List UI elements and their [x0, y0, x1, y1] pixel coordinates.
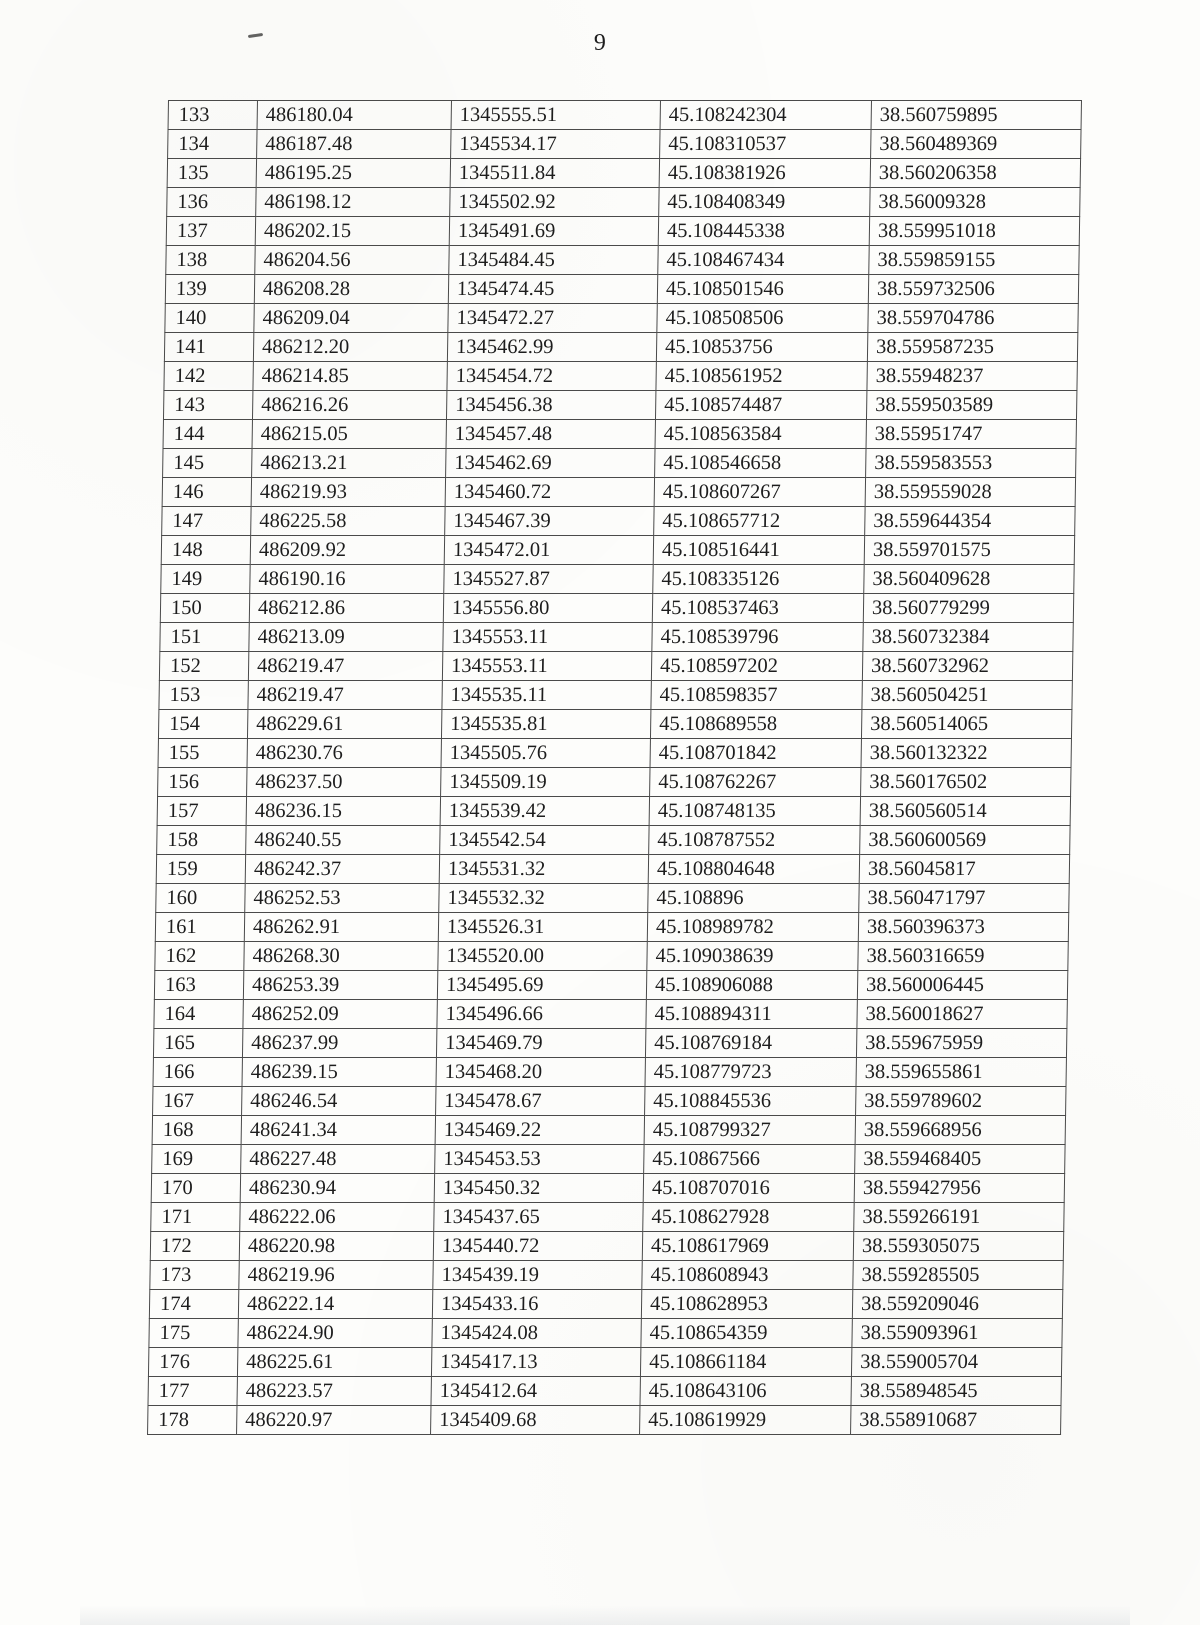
table-cell: 135	[167, 159, 256, 188]
table-cell: 486215.05	[252, 420, 446, 449]
table-cell: 154	[158, 710, 247, 739]
table-cell: 158	[157, 826, 246, 855]
table-cell: 45.108707016	[643, 1174, 854, 1203]
table-cell: 145	[163, 449, 252, 478]
table-row	[167, 159, 1080, 188]
coordinate-table	[147, 100, 1082, 1435]
table-row	[166, 217, 1079, 246]
table-cell: 167	[153, 1087, 242, 1116]
table-cell: 38.558910687	[851, 1406, 1061, 1435]
table-cell: 486212.20	[253, 333, 447, 362]
table-cell: 45.108335126	[653, 565, 864, 594]
table-cell: 486222.06	[240, 1203, 434, 1232]
table-cell: 45.108445338	[658, 217, 869, 246]
table-cell: 1345460.72	[445, 478, 654, 507]
table-cell: 486230.94	[240, 1174, 434, 1203]
table-cell: 486253.39	[243, 971, 437, 1000]
table-cell: 45.108563584	[655, 420, 866, 449]
table-cell: 486187.48	[257, 130, 451, 159]
table-cell: 486219.47	[248, 652, 442, 681]
table-cell: 162	[155, 942, 244, 971]
table-row	[155, 913, 1068, 942]
table-cell: 1345556.80	[443, 594, 652, 623]
table-cell: 45.108539796	[652, 623, 863, 652]
table-cell: 486237.50	[247, 768, 441, 797]
table-cell: 486252.53	[245, 884, 439, 913]
table-cell: 486230.76	[247, 739, 441, 768]
table-cell: 1345495.69	[437, 971, 646, 1000]
table-cell: 486237.99	[242, 1029, 436, 1058]
table-cell: 38.559559028	[865, 478, 1075, 507]
table-cell: 45.108537463	[652, 594, 863, 623]
table-cell: 38.559701575	[864, 536, 1074, 565]
table-cell: 486213.21	[252, 449, 446, 478]
table-cell: 1345526.31	[438, 913, 647, 942]
table-cell: 45.108408349	[659, 188, 870, 217]
table-cell: 134	[168, 130, 257, 159]
table-cell: 38.559704786	[868, 304, 1078, 333]
table-cell: 38.560504251	[862, 681, 1072, 710]
table-cell: 172	[150, 1232, 239, 1261]
table-row	[160, 594, 1073, 623]
table-cell: 486214.85	[253, 362, 447, 391]
table-cell: 38.559503589	[866, 391, 1076, 420]
table-row	[159, 652, 1072, 681]
table-cell: 38.559859155	[869, 246, 1079, 275]
table-cell: 38.560396373	[858, 913, 1068, 942]
table-cell: 38.559644354	[865, 507, 1075, 536]
table-cell: 486239.15	[242, 1058, 436, 1087]
table-cell: 45.108467434	[658, 246, 869, 275]
table-cell: 1345462.99	[447, 333, 656, 362]
table-cell: 38.560600569	[860, 826, 1070, 855]
table-cell: 486180.04	[257, 101, 451, 130]
table-row	[150, 1232, 1063, 1261]
table-row	[167, 188, 1080, 217]
table-cell: 486219.96	[239, 1261, 433, 1290]
table-cell: 169	[152, 1145, 241, 1174]
table-cell: 45.108896	[648, 884, 859, 913]
table-cell: 45.108310537	[660, 130, 871, 159]
table-cell: 486225.61	[237, 1348, 431, 1377]
table-row	[157, 797, 1070, 826]
table-cell: 486219.93	[251, 478, 445, 507]
table-cell: 171	[151, 1203, 240, 1232]
table-cell: 1345474.45	[448, 275, 657, 304]
table-row	[163, 449, 1076, 478]
table-cell: 1345532.32	[439, 884, 648, 913]
table-cell: 486202.15	[255, 217, 449, 246]
table-cell: 486212.86	[249, 594, 443, 623]
table-row	[168, 130, 1081, 159]
table-cell: 1345437.65	[434, 1203, 643, 1232]
table-row	[155, 942, 1068, 971]
scan-bottom-shadow	[80, 1605, 1130, 1625]
table-cell: 1345542.54	[440, 826, 649, 855]
table-cell: 45.108661184	[640, 1348, 851, 1377]
table-row	[156, 855, 1069, 884]
table-cell: 38.55948237	[867, 362, 1077, 391]
table-cell: 1345409.68	[431, 1406, 640, 1435]
table-cell: 1345496.66	[437, 1000, 646, 1029]
table-cell: 152	[159, 652, 248, 681]
table-cell: 151	[160, 623, 249, 652]
table-cell: 45.108501546	[657, 275, 868, 304]
table-cell: 1345509.19	[441, 768, 650, 797]
table-row	[164, 362, 1077, 391]
table-row	[151, 1174, 1064, 1203]
table-row	[152, 1116, 1065, 1145]
table-cell: 45.108508506	[657, 304, 868, 333]
table-cell: 45.108546658	[655, 449, 866, 478]
table-row	[158, 739, 1071, 768]
table-row	[157, 826, 1070, 855]
table-cell: 143	[163, 391, 252, 420]
table-row	[148, 1406, 1061, 1435]
table-cell: 45.108381926	[659, 159, 870, 188]
table-cell: 38.560732962	[862, 652, 1072, 681]
table-cell: 486227.48	[241, 1145, 435, 1174]
table-cell: 45.108748135	[649, 797, 860, 826]
table-cell: 486236.15	[246, 797, 440, 826]
table-row	[168, 101, 1081, 130]
table-cell: 45.108845536	[645, 1087, 856, 1116]
table-cell: 38.560489369	[871, 130, 1081, 159]
table-cell: 45.108607267	[654, 478, 865, 507]
table-cell: 38.560206358	[870, 159, 1080, 188]
table-row	[162, 478, 1075, 507]
table-cell: 486268.30	[244, 942, 438, 971]
table-cell: 1345511.84	[450, 159, 659, 188]
table-cell: 38.560471797	[859, 884, 1069, 913]
table-cell: 45.10853756	[656, 333, 867, 362]
table-cell: 1345535.81	[441, 710, 650, 739]
table-cell: 45.108689558	[650, 710, 861, 739]
table-cell: 1345454.72	[447, 362, 656, 391]
table-cell: 45.108242304	[660, 101, 871, 130]
table-cell: 38.559093961	[852, 1319, 1062, 1348]
table-cell: 1345539.42	[440, 797, 649, 826]
table-cell: 170	[151, 1174, 240, 1203]
table-cell: 45.108627928	[643, 1203, 854, 1232]
table-cell: 38.559209046	[852, 1290, 1062, 1319]
table-cell: 45.108799327	[644, 1116, 855, 1145]
table-cell: 45.108787552	[649, 826, 860, 855]
table-cell: 38.56009328	[870, 188, 1080, 217]
table-cell: 174	[149, 1290, 238, 1319]
table-cell: 38.560779299	[863, 594, 1073, 623]
table-cell: 486242.37	[245, 855, 439, 884]
table-cell: 38.560732384	[863, 623, 1073, 652]
table-cell: 38.559305075	[853, 1232, 1063, 1261]
table-row	[158, 710, 1071, 739]
table-row	[153, 1087, 1066, 1116]
table-cell: 486262.91	[244, 913, 438, 942]
table-cell: 176	[148, 1348, 237, 1377]
table-cell: 1345412.64	[431, 1377, 640, 1406]
table-cell: 146	[162, 478, 251, 507]
table-cell: 486213.09	[249, 623, 443, 652]
table-cell: 136	[167, 188, 256, 217]
table-row	[153, 1058, 1066, 1087]
table-cell: 45.108561952	[656, 362, 867, 391]
table-cell: 45.108657712	[654, 507, 865, 536]
table-cell: 486204.56	[255, 246, 449, 275]
table-cell: 45.108608943	[642, 1261, 853, 1290]
table-row	[148, 1377, 1061, 1406]
table-cell: 486216.26	[252, 391, 446, 420]
table-cell: 38.560560514	[860, 797, 1070, 826]
table-cell: 139	[165, 275, 254, 304]
table-cell: 157	[157, 797, 246, 826]
table-cell: 1345505.76	[441, 739, 650, 768]
table-cell: 38.559655861	[856, 1058, 1066, 1087]
table-cell: 159	[156, 855, 245, 884]
table-cell: 486225.58	[251, 507, 445, 536]
table-cell: 1345469.22	[435, 1116, 644, 1145]
table-cell: 486220.97	[237, 1406, 431, 1435]
table-cell: 1345555.51	[451, 101, 660, 130]
table-cell: 1345478.67	[436, 1087, 645, 1116]
table-cell: 486190.16	[250, 565, 444, 594]
table-cell: 45.108617969	[642, 1232, 853, 1261]
table-row	[148, 1348, 1061, 1377]
table-cell: 161	[155, 913, 244, 942]
table-cell: 486229.61	[247, 710, 441, 739]
table-cell: 1345491.69	[449, 217, 658, 246]
table-cell: 38.559668956	[855, 1116, 1065, 1145]
table-cell: 178	[148, 1406, 237, 1435]
table-cell: 38.559285505	[853, 1261, 1063, 1290]
table-cell: 45.109038639	[647, 942, 858, 971]
table-cell: 486223.57	[237, 1377, 431, 1406]
table-row	[153, 1029, 1066, 1058]
table-cell: 1345531.32	[439, 855, 648, 884]
table-cell: 137	[166, 217, 255, 246]
table-cell: 38.55951747	[866, 420, 1076, 449]
coordinate-table-body	[148, 101, 1082, 1435]
table-cell: 486209.04	[254, 304, 448, 333]
table-cell: 1345417.13	[431, 1348, 640, 1377]
table-cell: 38.560132322	[861, 739, 1071, 768]
table-cell: 486209.92	[250, 536, 444, 565]
table-cell: 173	[150, 1261, 239, 1290]
table-cell: 38.559951018	[869, 217, 1079, 246]
table-cell: 155	[158, 739, 247, 768]
table-cell: 1345553.11	[442, 652, 651, 681]
table-row	[151, 1203, 1064, 1232]
table-cell: 45.108574487	[655, 391, 866, 420]
table-cell: 45.108597202	[651, 652, 862, 681]
table-cell: 45.108804648	[648, 855, 859, 884]
table-row	[162, 507, 1075, 536]
table-row	[154, 971, 1067, 1000]
table-cell: 175	[149, 1319, 238, 1348]
table-cell: 38.560316659	[858, 942, 1068, 971]
table-cell: 1345484.45	[449, 246, 658, 275]
table-row	[149, 1319, 1062, 1348]
table-cell: 168	[152, 1116, 241, 1145]
table-cell: 1345453.53	[435, 1145, 644, 1174]
table-cell: 1345535.11	[442, 681, 651, 710]
table-cell: 38.559583553	[866, 449, 1076, 478]
table-cell: 1345527.87	[444, 565, 653, 594]
table-cell: 1345439.19	[433, 1261, 642, 1290]
table-cell: 1345472.01	[444, 536, 653, 565]
table-cell: 38.559789602	[856, 1087, 1066, 1116]
table-cell: 45.108598357	[651, 681, 862, 710]
table-row	[159, 681, 1072, 710]
table-cell: 147	[162, 507, 251, 536]
table-cell: 163	[154, 971, 243, 1000]
table-cell: 38.56045817	[859, 855, 1069, 884]
table-cell: 141	[164, 333, 253, 362]
table-cell: 38.560514065	[861, 710, 1071, 739]
table-cell: 38.558948545	[851, 1377, 1061, 1406]
table-cell: 140	[165, 304, 254, 333]
table-cell: 138	[166, 246, 255, 275]
table-cell: 45.10867566	[644, 1145, 855, 1174]
table-cell: 133	[168, 101, 257, 130]
table-cell: 1345440.72	[433, 1232, 642, 1261]
table-cell: 177	[148, 1377, 237, 1406]
table-cell: 45.108894311	[646, 1000, 857, 1029]
table-row	[163, 420, 1076, 449]
table-cell: 45.108906088	[646, 971, 857, 1000]
table-cell: 1345472.27	[448, 304, 657, 333]
table-cell: 153	[159, 681, 248, 710]
table-cell: 149	[161, 565, 250, 594]
table-cell: 38.560409628	[864, 565, 1074, 594]
table-cell: 45.108654359	[641, 1319, 852, 1348]
table-row	[150, 1261, 1063, 1290]
table-row	[165, 304, 1078, 333]
table-cell: 45.108628953	[641, 1290, 852, 1319]
table-cell: 45.108643106	[640, 1377, 851, 1406]
table-cell: 1345468.20	[436, 1058, 645, 1087]
table-row	[154, 1000, 1067, 1029]
table-cell: 148	[161, 536, 250, 565]
table-row	[149, 1290, 1062, 1319]
table-cell: 1345469.79	[436, 1029, 645, 1058]
table-cell: 1345534.17	[451, 130, 660, 159]
table-row	[161, 565, 1074, 594]
table-cell: 486219.47	[248, 681, 442, 710]
table-cell: 45.108989782	[647, 913, 858, 942]
table-row	[165, 275, 1078, 304]
table-cell: 486208.28	[254, 275, 448, 304]
table-cell: 45.108769184	[645, 1029, 856, 1058]
table-cell: 1345502.92	[450, 188, 659, 217]
table-cell: 160	[156, 884, 245, 913]
table-cell: 486195.25	[256, 159, 450, 188]
table-cell: 38.559427956	[854, 1174, 1064, 1203]
table-cell: 144	[163, 420, 252, 449]
table-row	[156, 884, 1069, 913]
table-row	[152, 1145, 1065, 1174]
table-cell: 38.559732506	[868, 275, 1078, 304]
table-cell: 1345467.39	[445, 507, 654, 536]
table-cell: 38.559587235	[867, 333, 1077, 362]
table-cell: 38.560759895	[871, 101, 1081, 130]
table-cell: 38.559468405	[855, 1145, 1065, 1174]
table-cell: 164	[154, 1000, 243, 1029]
table-cell: 45.108779723	[645, 1058, 856, 1087]
table-row	[166, 246, 1079, 275]
table-cell: 38.560006445	[857, 971, 1067, 1000]
table-cell: 486241.34	[241, 1116, 435, 1145]
table-cell: 38.559675959	[856, 1029, 1066, 1058]
table-cell: 486246.54	[242, 1087, 436, 1116]
table-cell: 156	[158, 768, 247, 797]
table-row	[164, 333, 1077, 362]
table-cell: 1345457.48	[446, 420, 655, 449]
table-cell: 165	[153, 1029, 242, 1058]
table-cell: 1345456.38	[446, 391, 655, 420]
table-cell: 1345553.11	[443, 623, 652, 652]
table-cell: 486198.12	[256, 188, 450, 217]
table-row	[160, 623, 1073, 652]
table-cell: 486252.09	[243, 1000, 437, 1029]
table-cell: 486220.98	[239, 1232, 433, 1261]
table-row	[161, 536, 1074, 565]
table-cell: 45.108516441	[653, 536, 864, 565]
table-cell: 150	[160, 594, 249, 623]
table-cell: 38.560018627	[857, 1000, 1067, 1029]
table-cell: 45.108762267	[650, 768, 861, 797]
page-number: 9	[593, 30, 607, 56]
table-cell: 166	[153, 1058, 242, 1087]
table-cell: 1345424.08	[432, 1319, 641, 1348]
table-cell: 486240.55	[246, 826, 440, 855]
table-cell: 142	[164, 362, 253, 391]
table-cell: 1345450.32	[434, 1174, 643, 1203]
table-cell: 38.560176502	[861, 768, 1071, 797]
table-cell: 1345462.69	[446, 449, 655, 478]
table-cell: 486224.90	[238, 1319, 432, 1348]
table-row	[163, 391, 1076, 420]
table-cell: 1345520.00	[438, 942, 647, 971]
table-cell: 1345433.16	[432, 1290, 641, 1319]
table-cell: 45.108701842	[650, 739, 861, 768]
table-cell: 38.559005704	[851, 1348, 1061, 1377]
table-cell: 38.559266191	[854, 1203, 1064, 1232]
table-cell: 45.108619929	[640, 1406, 851, 1435]
table-cell: 486222.14	[238, 1290, 432, 1319]
table-row	[158, 768, 1071, 797]
